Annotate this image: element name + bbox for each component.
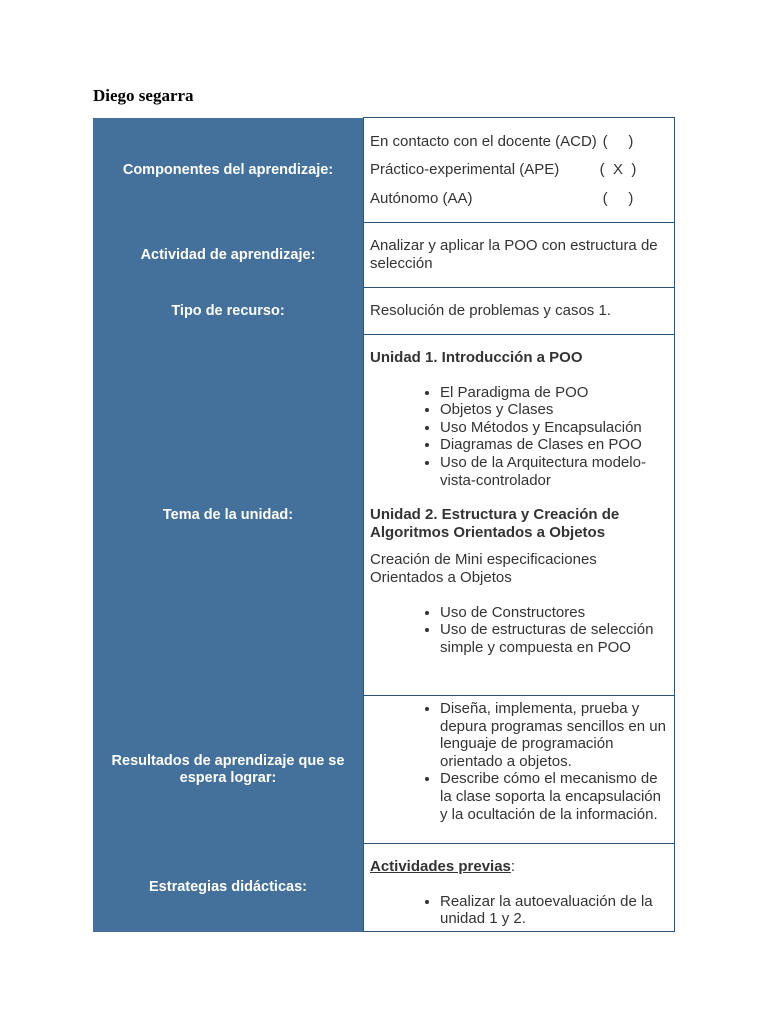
label-componentes: Componentes del aprendizaje: xyxy=(93,118,364,223)
component-option-label: Autónomo (AA) xyxy=(370,189,473,207)
component-option-mark: ( X ) xyxy=(599,161,637,179)
list-item: • Diseña, implementa, prueba y depura programas sencillos en un lenguaje de programación orientado a objetos. xyxy=(440,700,668,770)
list-item: • Uso de Constructores xyxy=(440,604,668,622)
unit1-title: Unidad 1. Introducción a POO xyxy=(370,349,583,366)
value-resultados xyxy=(364,696,675,844)
label-recurso: Tipo de recurso: xyxy=(93,288,364,335)
list-item: • Describe cómo el mecanismo de la clase soporta la encapsulación y la ocultación de la información. xyxy=(440,770,668,823)
estrategias-heading-colon: : xyxy=(510,858,516,875)
estrategias-heading-text: Actividades previas xyxy=(370,858,511,875)
value-componentes xyxy=(364,118,675,223)
row-actividad xyxy=(93,223,675,288)
label-resultados: Resultados de aprendizaje que se espera lograr: xyxy=(93,696,364,844)
unit1-list xyxy=(370,384,668,490)
component-option-mark: ( ) xyxy=(602,189,634,207)
list-item: • Diagramas de Clases en POO xyxy=(440,436,668,454)
results-list xyxy=(370,700,668,823)
list-item: • Realizar la autoevaluación de la unidad 1 y 2. xyxy=(440,893,668,928)
component-option-mark: ( ) xyxy=(602,132,634,150)
list-item: • Objetos y Clases xyxy=(440,401,668,419)
value-estrategias xyxy=(364,844,675,932)
label-estrategias: Estrategias didácticas: xyxy=(93,844,364,932)
row-tema xyxy=(93,335,675,696)
component-option-ape xyxy=(370,156,638,184)
row-resultados xyxy=(93,696,675,844)
unit2-paragraph: Creación de Mini especificaciones Orientados a Objetos xyxy=(370,551,597,586)
row-estrategias xyxy=(93,844,675,932)
component-option-aa xyxy=(370,184,638,212)
row-componentes xyxy=(93,118,675,223)
component-option-label: En contacto con el docente (ACD) xyxy=(370,132,597,150)
unit2-title: Unidad 2. Estructura y Creación de Algoritmos Orientados a Objetos xyxy=(370,506,620,541)
author-name: Diego segarra xyxy=(93,86,194,105)
list-item: • El Paradigma de POO xyxy=(440,384,668,402)
value-recurso: Resolución de problemas y casos 1. xyxy=(364,288,675,335)
list-item: • Uso Métodos y Encapsulación xyxy=(440,419,668,437)
component-option-label: Práctico-experimental (APE) xyxy=(370,161,560,179)
label-actividad: Actividad de aprendizaje: xyxy=(93,223,364,288)
estrategias-heading xyxy=(370,858,668,876)
list-item: • Uso de la Arquitectura modelo-vista-controlador xyxy=(440,454,668,489)
value-actividad: Analizar y aplicar la POO con estructura de selección xyxy=(364,223,675,288)
label-tema: Tema de la unidad: xyxy=(93,335,364,696)
estrategias-list xyxy=(370,893,668,928)
row-recurso xyxy=(93,288,675,335)
unit2-list xyxy=(370,604,668,657)
component-option-acd xyxy=(370,127,638,155)
list-item: • Uso de estructuras de selección simple y compuesta en POO xyxy=(440,621,668,656)
value-tema xyxy=(364,335,675,696)
learning-plan-table xyxy=(93,117,675,932)
